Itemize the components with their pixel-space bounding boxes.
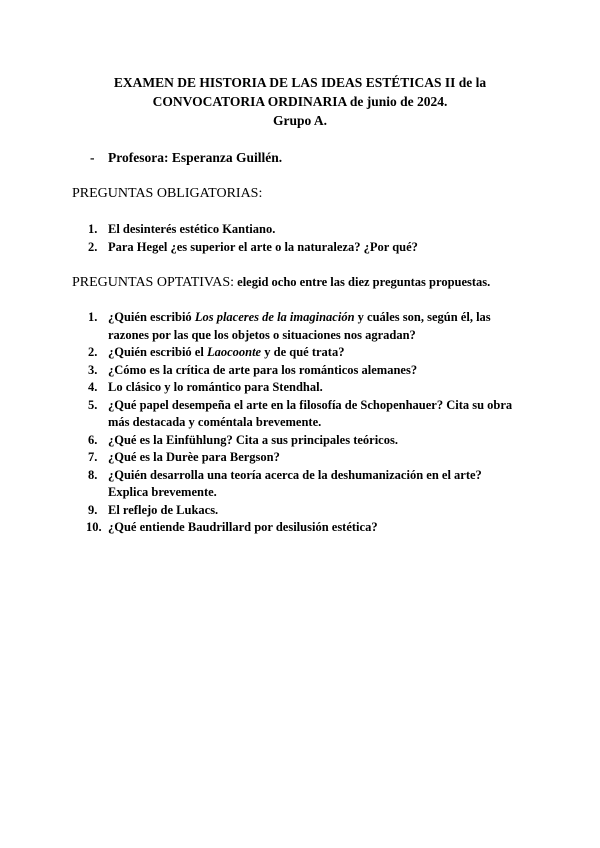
question-text: ¿Quién escribió <box>108 310 195 324</box>
optional-question <box>0 309 518 344</box>
book-title: Los placeres de la imaginación <box>194 310 355 324</box>
optional-question-list <box>0 309 518 537</box>
question-text: El desinterés estético Kantiano. <box>108 222 276 236</box>
question-text: ¿Qué papel desempeña el arte en la filosofía de Schopenhauer? Cita su obra más destacada y coméntala brevemente. <box>108 397 513 429</box>
question-number: 8. <box>88 467 98 482</box>
mandatory-question-list <box>0 221 518 256</box>
optional-question <box>0 379 518 397</box>
exam-title-line-2: CONVOCATORIA ORDINARIA de junio de 2024. <box>152 94 448 109</box>
optional-question <box>0 397 518 432</box>
question-text: ¿Quién escribió el <box>108 345 207 359</box>
question-text: ¿Quién desarrolla una teoría acerca de la deshumanización en el arte? Explica brevemente. <box>108 467 482 499</box>
mandatory-question <box>0 221 518 239</box>
optional-heading: PREGUNTAS OPTATIVAS: <box>72 275 235 290</box>
optional-question <box>0 449 518 467</box>
optional-question <box>0 467 518 502</box>
question-number: 4. <box>88 380 98 394</box>
question-text: ¿Qué es la Einfühlung? Cita a sus principales teóricos. <box>108 432 398 447</box>
question-number: 2. <box>88 239 98 254</box>
question-number: 2. <box>88 345 98 359</box>
question-number: 5. <box>88 397 98 412</box>
question-text: ¿Qué entiende Baudrillard por desilusión estética? <box>108 520 378 534</box>
exam-title-line-1: EXAMEN DE HISTORIA DE LAS IDEAS ESTÉTICAS II de la <box>113 75 487 90</box>
question-number: 7. <box>88 450 98 464</box>
optional-question <box>0 344 518 362</box>
question-text: ¿Cómo es la crítica de arte para los románticos alemanes? <box>108 362 418 377</box>
optional-question <box>0 502 518 520</box>
question-number: 3. <box>88 362 98 377</box>
book-title: Laocoonte <box>206 345 262 359</box>
question-text-cont: y cuáles son, según él, las razones por las que los objetos o situaciones nos agradan? <box>108 310 491 342</box>
question-text: El reflejo de Lukacs. <box>108 502 219 517</box>
question-number: 9. <box>88 502 98 517</box>
mandatory-question <box>0 239 518 257</box>
optional-question <box>0 519 518 537</box>
exam-group: Grupo A. <box>272 113 327 128</box>
question-number: 1. <box>88 222 98 236</box>
question-text: ¿Qué es la Durèe para Bergson? <box>108 450 280 464</box>
question-number: 10. <box>86 520 102 534</box>
question-number: 1. <box>88 310 98 324</box>
optional-heading-line <box>72 274 490 291</box>
exam-title-block <box>60 73 540 130</box>
professor-name: Profesora: Esperanza Guillén. <box>108 150 283 165</box>
optional-question <box>0 432 518 450</box>
optional-instruction: elegid ocho entre las diez preguntas propuestas. <box>234 275 491 289</box>
professor-bullet: - <box>90 150 95 165</box>
question-text: Para Hegel ¿es superior el arte o la naturaleza? ¿Por qué? <box>108 239 418 254</box>
question-text: Lo clásico y lo romántico para Stendhal. <box>108 380 323 394</box>
professor-line <box>90 150 282 166</box>
mandatory-heading: PREGUNTAS OBLIGATORIAS: <box>72 186 263 201</box>
optional-question <box>0 362 518 380</box>
question-number: 6. <box>88 432 98 447</box>
question-text-cont: y de qué trata? <box>261 345 345 359</box>
